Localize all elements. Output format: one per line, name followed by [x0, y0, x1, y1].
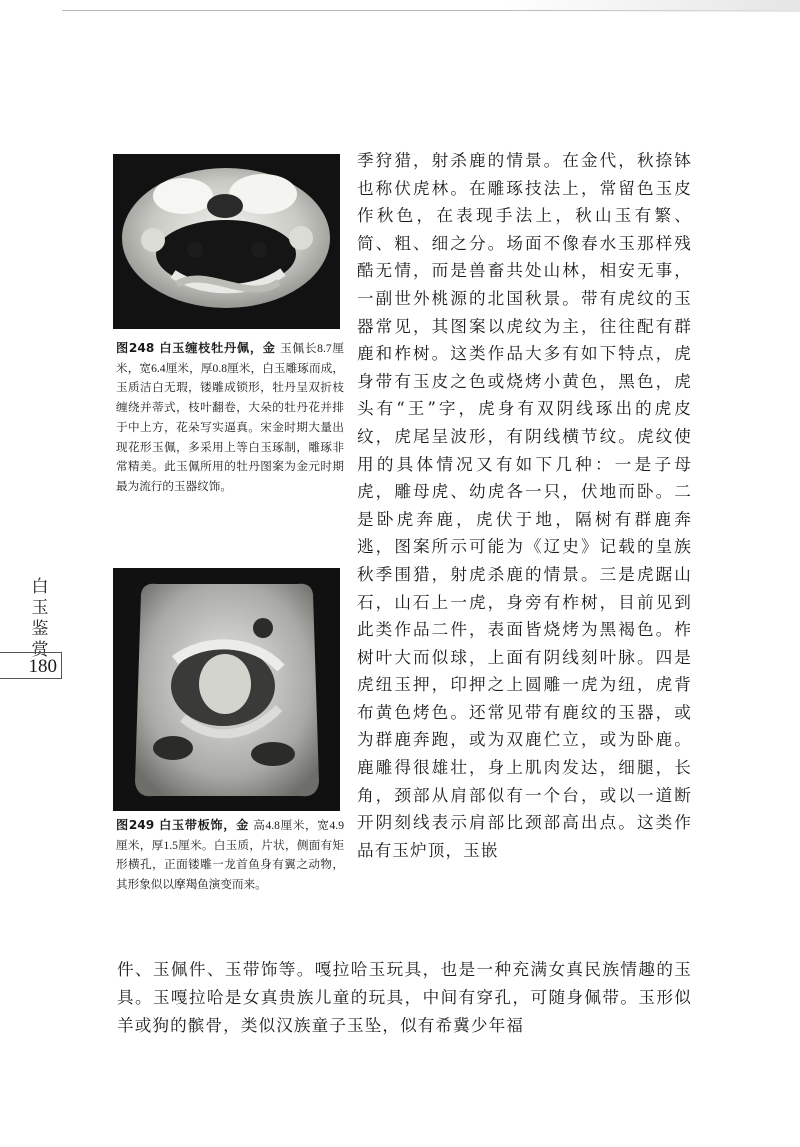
- figure-248-caption: [116, 339, 344, 497]
- book-title-char: 鉴: [31, 619, 49, 639]
- bottom-full-width-text: [117, 956, 692, 1040]
- figure-249-title: 图249 白玉带板饰，金: [116, 818, 249, 832]
- figure-249-photo: [113, 568, 340, 811]
- figure-249-caption: [116, 816, 344, 895]
- bottom-paragraph: 件、玉佩件、玉带饰等。嘎拉哈玉玩具，也是一种充满女真民族情趣的玉具。玉嘎拉哈是女真贵族儿童的玩具，中间有穿孔，可随身佩带。玉形似羊或狗的髌骨，类似汉族童子玉坠，似有希冀少年福: [117, 960, 692, 1035]
- figure-248-photo: [113, 154, 340, 329]
- column-paragraph: 季狩猎，射杀鹿的情景。在金代，秋捺钵也称伏虎林。在雕琢技法上，常留色玉皮作秋色，在表现手法上，秋山玉有繁、简、粗、细之分。场面不像春水玉那样残酷无情，而是兽畜共处山林，相安无事，一副世外桃源的北国秋景。带有虎纹的玉器常见，其图案以虎纹为主，往往配有群鹿和柞树。这类作品大多有如下特点，虎身带有玉皮之色或烧烤小黄色，黑色，虎头有“王”字，虎身有双阴线琢出的虎皮纹，虎尾呈波形，有阴线横节纹。虎纹使用的具体情况又有如下几种：一是子母虎，雕母虎、幼虎各一只，伏地而卧。二是卧虎奔鹿，虎伏于地，隔树有群鹿奔逃，图案所示可能为《辽史》记载的皇族秋季围猎，射虎杀鹿的情景。三是虎踞山石，山石上一虎，身旁有柞树，目前见到此类作品二件，表面皆烧烤为黑褐色。柞树叶大而似球，上面有阴线刻叶脉。四是虎纽玉押，印押之上圆雕一虎为纽，虎背布黄色烤色。还常见带有鹿纹的玉器，或为群鹿奔跑，或为双鹿伫立，或为卧鹿。鹿雕得很雄壮，身上肌肉发达，细腿，长角，颈部从肩部似有一个台，或以一道断开阴刻线表示肩部比颈部高出点。这类作品有玉炉顶，玉嵌: [357, 151, 692, 860]
- main-column-text: [357, 147, 692, 864]
- running-book-title: [30, 577, 50, 661]
- figure-248-description: 玉佩长8.7厘米，宽6.4厘米，厚0.8厘米，白玉雕琢而成，玉质洁白无瑕，镂雕成锁形，牡丹呈双折枝缠绕并蒂式，枝叶翻卷，大朵的牡丹花并排于中上方，花朵写实逼真。宋金时期大量出现花形玉佩，多采用上等白玉琢制，雕琢非常精美。此玉佩所用的牡丹图案为金元时期最为流行的玉器纹饰。: [116, 342, 345, 493]
- page-edge-shadow: [500, 0, 800, 12]
- jade-peony-pendant-image: [113, 154, 340, 329]
- figure-249-description: 高4.8厘米，宽4.9厘米，厚1.5厘米。白玉质，片状，侧面有矩形横孔，正面镂雕一龙首鱼身有翼之动物，其形象似以摩羯鱼演变而来。: [116, 819, 344, 892]
- book-title-char: 赏: [31, 640, 49, 660]
- book-title-char: 白: [31, 577, 49, 597]
- page-number: 180: [0, 652, 62, 679]
- jade-belt-plaque-image: [113, 568, 340, 811]
- figure-248-title: 图248 白玉缠枝牡丹佩，金: [116, 341, 276, 355]
- book-title-char: 玉: [31, 598, 49, 618]
